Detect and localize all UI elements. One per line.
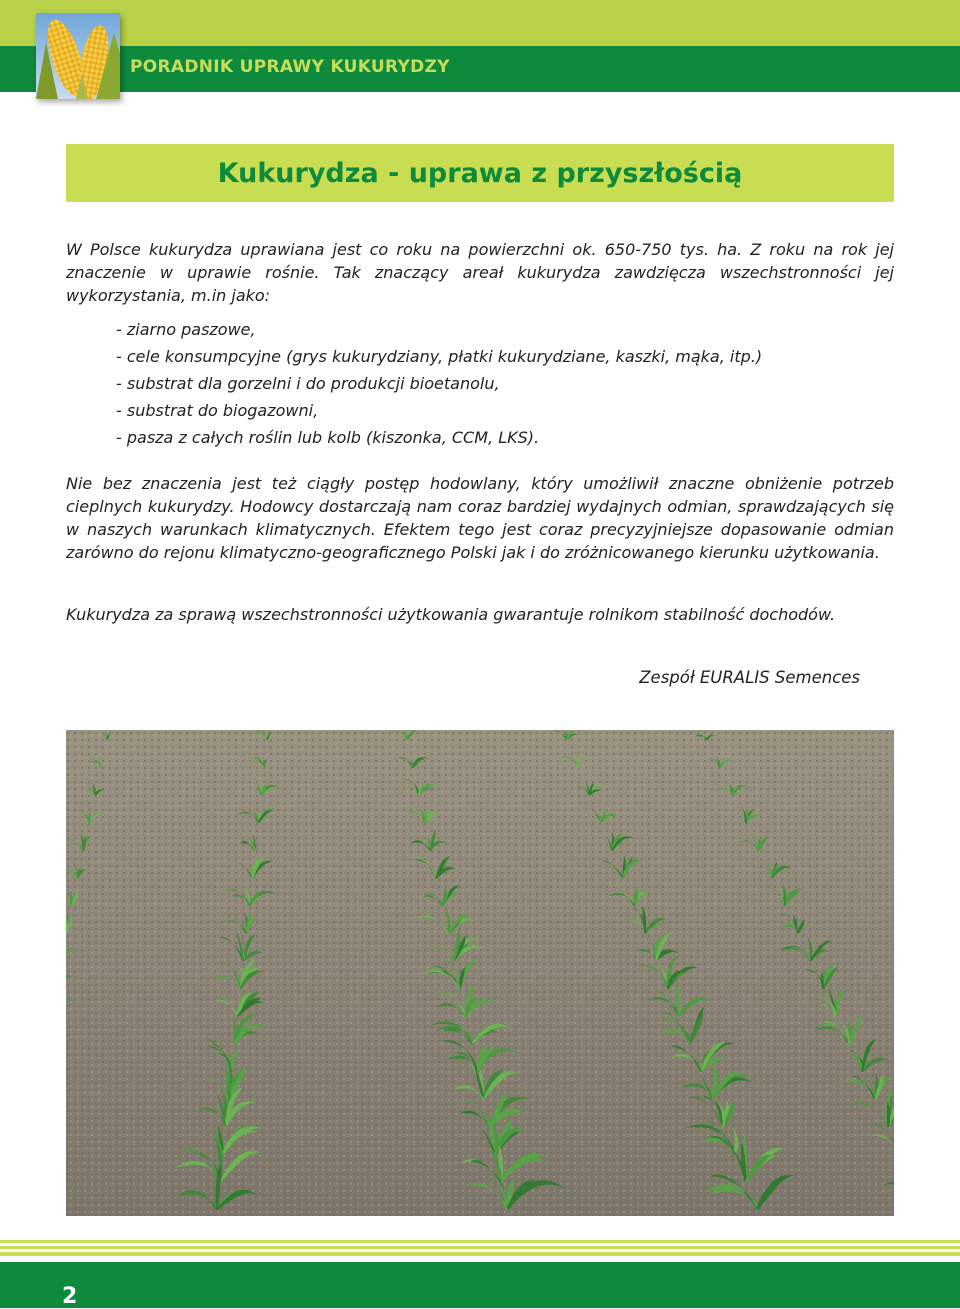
list-item: - substrat do biogazowni,	[116, 397, 762, 424]
footer-band	[0, 1262, 960, 1308]
list-item: - pasza z całych roślin lub kolb (kiszonka, CCM, LKS).	[116, 424, 762, 451]
breeding-paragraph: Nie bez znaczenia jest też ciągły postęp hodowlany, który umożliwił znaczne obniżenie potrzeb cieplnych kukurydzy. Hodowcy dostarczają nam coraz bardziej wydajnych odmian, sprawdzających się w naszych warunkach klimatycznych. Efektem tego jest coraz precyzyjniejsze dopasowanie odmian zarówno do rejonu klimatyczno-geograficznego Polski jak i do zróżnicowanego kierunku użytkowania.	[66, 472, 894, 564]
list-item: - cele konsumpcyjne (grys kukurydziany, płatki kukurydziane, kaszki, mąka, itp.)	[116, 343, 762, 370]
top-lime-bar	[0, 0, 960, 46]
signature: Zespół EURALIS Semences	[560, 668, 860, 687]
uses-list	[116, 316, 762, 451]
header-title: PORADNIK UPRAWY KUKURYDZY	[130, 57, 450, 77]
list-item: - substrat dla gorzelni i do produkcji bioetanolu,	[116, 370, 762, 397]
intro-paragraph: W Polsce kukurydza uprawiana jest co roku na powierzchni ok. 650-750 tys. ha. Z roku na rok jej znaczenie w uprawie rośnie. Tak znaczący areał kukurydza zawdzięcza wszechstronności jej wykorzystania, m.in jako:	[66, 238, 894, 307]
title-box	[66, 144, 894, 202]
page-number: 2	[62, 1284, 77, 1309]
list-item: - ziarno paszowe,	[116, 316, 762, 343]
corn-field-photo	[66, 730, 894, 1216]
page-title: Kukurydza - uprawa z przyszłością	[66, 144, 894, 202]
conclusion-paragraph: Kukurydza za sprawą wszechstronności użytkowania gwarantuje rolnikom stabilność dochodów.	[66, 603, 894, 626]
footer-stripes	[0, 1240, 960, 1260]
corn-logo-image	[36, 13, 120, 99]
